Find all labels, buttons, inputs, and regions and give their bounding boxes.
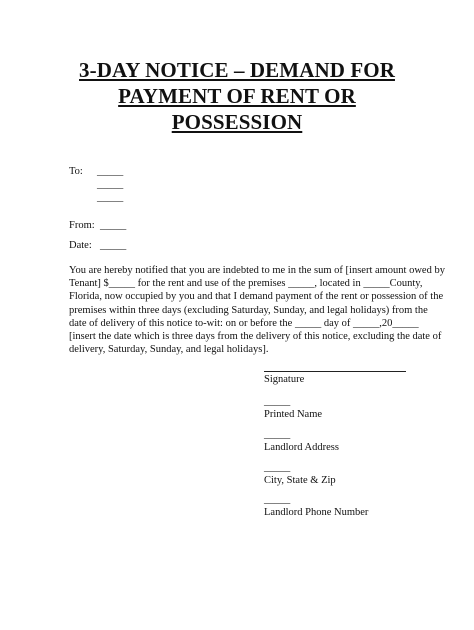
date-label: Date: — [69, 240, 92, 251]
to-blank-1: _____ — [97, 166, 124, 177]
body-line: [insert the date which is three days from the delivery of this notice, excluding the date of — [69, 331, 442, 343]
city-state-zip-block — [264, 462, 336, 487]
landlord-address-rule: _____ — [264, 429, 291, 440]
to-blank-3: _____ — [97, 192, 124, 203]
landlord-address-label: Landlord Address — [264, 442, 339, 453]
from-blank: _____ — [100, 220, 127, 231]
city-state-zip-rule: _____ — [264, 462, 291, 473]
landlord-phone-rule: _____ — [264, 494, 291, 505]
city-state-zip-label: City, State & Zip — [264, 475, 336, 486]
notice-body — [69, 264, 445, 356]
landlord-address-block — [264, 429, 339, 454]
title-line-1: 3-DAY NOTICE – DEMAND FOR — [79, 58, 395, 82]
body-line: You are hereby notified that you are indebted to me in the sum of [insert amount owed by — [69, 265, 445, 276]
landlord-phone-block — [264, 494, 368, 519]
from-row — [69, 219, 126, 232]
to-blank-2: _____ — [97, 179, 124, 190]
printed-name-rule: _____ — [264, 396, 291, 407]
body-line: premises within three days (excluding Saturday, Sunday, and legal holidays) from the — [69, 304, 428, 316]
body-line: Tenant] $_____ for the rent and use of the premises _____, located in _____County, — [69, 278, 423, 290]
landlord-phone-label: Landlord Phone Number — [264, 507, 369, 518]
signature-label: Signature — [264, 374, 305, 385]
signature-block — [264, 373, 304, 386]
body-line: Florida, now occupied by you and that I demand payment of the rent or possession of the — [69, 291, 444, 303]
notice-title — [40, 57, 434, 135]
title-line-3: POSSESSION — [171, 110, 303, 134]
printed-name-label: Printed Name — [264, 409, 323, 420]
body-line: date of delivery of this notice to-wit: on or before the _____ day of _____,20_____ — [69, 317, 419, 329]
date-blank: _____ — [100, 240, 127, 251]
signature-line — [264, 371, 406, 372]
to-label: To: — [69, 166, 83, 177]
printed-name-block — [264, 396, 322, 421]
date-row — [69, 239, 126, 252]
body-line: delivery, Saturday, Sunday, and legal holidays]. — [69, 344, 269, 356]
to-blanks — [97, 165, 123, 204]
title-line-2: PAYMENT OF RENT OR — [118, 84, 356, 108]
from-label: From: — [69, 220, 95, 231]
